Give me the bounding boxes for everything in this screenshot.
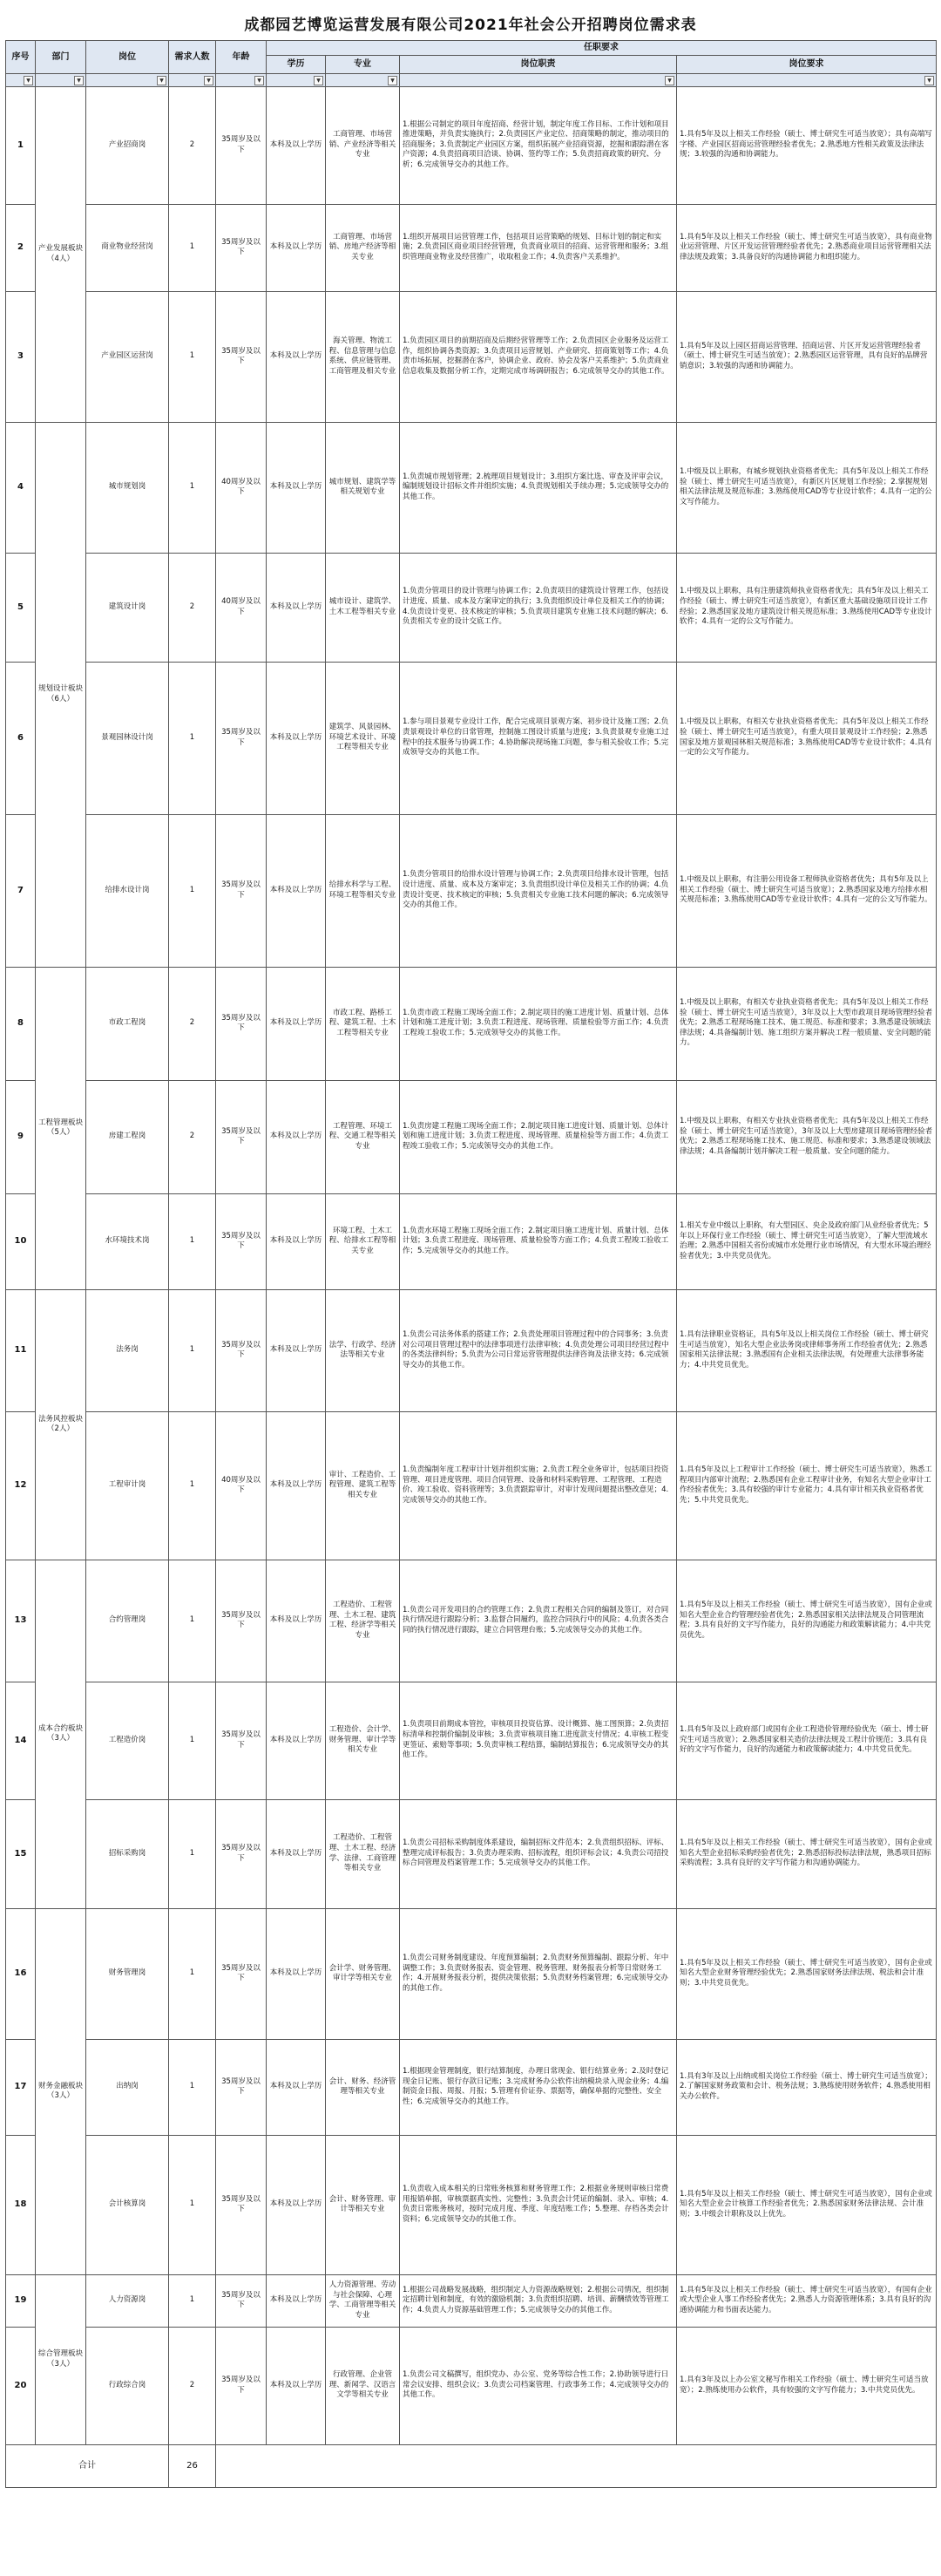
- row-count: 1: [169, 1193, 216, 1289]
- header-education: 学历: [267, 55, 326, 73]
- row-education: 本科及以上学历: [267, 291, 326, 422]
- row-requirements: 1.具有3年及以上办公室文秘写作相关工作经验（硕士、博士研究生可适当放宽）；2.熟练使用办公软件，具有较强的文字写作能力；3.中共党员优先。: [677, 2327, 937, 2444]
- row-education: 本科及以上学历: [267, 662, 326, 814]
- row-count: 1: [169, 291, 216, 422]
- row-duties: 1.负责编制年度工程审计计划并组织实施；2.负责工程全业务审计，包括项目投资管理、项目进度管理、项目合同管理、设备和材料采购管理、工程管理、工程造价、竣工验收、资料管理等；3.负责跟踪审计，对审计发现问题提出整改意见；4.完成领导交办的其他工作。: [400, 1411, 677, 1560]
- row-requirements: 1.具有5年及以上相关工作经验（硕士、博士研究生可适当放宽）；具有高端写字楼、产业园区招商运营管理经验者优先；2.熟悉地方性相关政策及法律法规；3.较强的沟通和协调能力。: [677, 86, 937, 204]
- row-major: 人力资源管理、劳动与社会保障、心理学、工商管理等相关专业: [326, 2274, 400, 2327]
- filter-count-dropdown-arrow-icon[interactable]: ▼: [204, 76, 213, 85]
- row-requirements: 1.具有5年及以上相关工作经验（硕士、博士研究生可适当放宽），有国有企业或大型企业人事工作经验者优先；2.熟悉人力资源管理体系；3.具有良好的沟通协调能力和书面表达能力。: [677, 2274, 937, 2327]
- row-requirements: 1.中级及以上职称，有注册公用设备工程师执业资格者优先；具有5年及以上相关工作经验（硕士、博士研究生可适当放宽）；2.熟悉国家及地方给排水相关规范标准；3.熟练使用CAD等专业设计软件；4.具有一定的公文写作能力。: [677, 814, 937, 967]
- row-requirements: 1.具有5年及以上相关工作经验（硕士、博士研究生可适当放宽），具有商业物业运营管理、片区开发运营管理经验者优先；2.熟悉商业项目运营管理相关法律法规及政策；3.具备良好的沟通协调能力和组织能力。: [677, 204, 937, 291]
- row-age: 35周岁及以下: [216, 2135, 267, 2274]
- table-row: [6, 662, 937, 814]
- row-major: 工程管理、环境工程、交通工程等相关专业: [326, 1080, 400, 1193]
- table-row: [6, 86, 937, 204]
- row-requirements: 1.具有5年及以上政府部门或国有企业工程造价管理经验优先（硕士、博士研究生可适当放宽）；2.熟悉国家相关造价法律法规及工程计价规范；3.具有良好的文字写作能力，良好的沟通能力和政策解读能力；4.中共党员优先。: [677, 1682, 937, 1799]
- row-major: 工程造价、会计学、财务管理、审计学等相关专业: [326, 1682, 400, 1799]
- department-cell: 产业发展板块（4人）: [36, 86, 86, 422]
- row-major: 法学、行政学、经济法等相关专业: [326, 1289, 400, 1411]
- row-age: 35周岁及以下: [216, 2327, 267, 2444]
- row-duties: 1.负责公司招标采购制度体系建设，编制招标文件范本；2.负责组织招标、评标、整理完成评标报告；3.负责办理采购、招标流程，组织评标会议；4.负责公司招投标合同管理及档案管理工作；5.完成领导交办的其他工作。: [400, 1799, 677, 1908]
- row-position: 市政工程岗: [86, 967, 169, 1080]
- row-education: 本科及以上学历: [267, 1411, 326, 1560]
- row-education: 本科及以上学历: [267, 1080, 326, 1193]
- row-requirements: 1.具有法律职业资格证，具有5年及以上相关岗位工作经验（硕士、博士研究生可适当放宽），知名大型企业法务岗或律师事务所工作经验者优先；2.熟悉国家相关法律法规；3.熟悉国有企业相关法律法规，有处理重大法律事务能力；4.中共党员优先。: [677, 1289, 937, 1411]
- row-position: 产业园区运营岗: [86, 291, 169, 422]
- row-seq: 19: [6, 2274, 36, 2327]
- row-age: 35周岁及以下: [216, 204, 267, 291]
- row-seq: 11: [6, 1289, 36, 1411]
- table-row: [6, 1799, 937, 1908]
- row-seq: 5: [6, 553, 36, 662]
- row-age: 35周岁及以下: [216, 2274, 267, 2327]
- table-row: [6, 2135, 937, 2274]
- row-education: 本科及以上学历: [267, 2327, 326, 2444]
- row-age: 35周岁及以下: [216, 2039, 267, 2135]
- row-education: 本科及以上学历: [267, 2039, 326, 2135]
- table-row: [6, 967, 937, 1080]
- row-position: 商业物业经营岗: [86, 204, 169, 291]
- row-age: 40周岁及以下: [216, 1411, 267, 1560]
- row-position: 产业招商岗: [86, 86, 169, 204]
- row-position: 景观园林设计岗: [86, 662, 169, 814]
- row-major: 工程造价、工程管理、土木工程、经济学、法律、工商管理等相关专业: [326, 1799, 400, 1908]
- row-duties: 1.负责市政工程施工现场全面工作；2.制定项目的施工进度计划、质量计划、总体计划和施工进度计划；3.负责工程进度、现场管理、质量检验等方面工作；4.负责工程竣工验收工作；5.完成领导交办的其他工作。: [400, 967, 677, 1080]
- row-duties: 1.根据公司制定的项目年度招商、经营计划，制定年度工作目标、工作计划和项目推进策略，并负责实施执行；2.负责园区产业定位、招商策略的制定，推动项目的招商服务；3.负责制定产业园区方案，组织拓展产业招商资源，挖掘和跟踪潜在客户资源；4.负责招商项目洽谈、协调、签约等工作；5.负责招商政策的研究、分析；6.完成领导交办的其他工作。: [400, 86, 677, 204]
- row-age: 35周岁及以下: [216, 1799, 267, 1908]
- table-row: [6, 204, 937, 291]
- row-seq: 12: [6, 1411, 36, 1560]
- row-seq: 17: [6, 2039, 36, 2135]
- filter-dept-dropdown-arrow-icon[interactable]: ▼: [74, 76, 84, 85]
- row-position: 财务管理岗: [86, 1908, 169, 2039]
- filter-row: [6, 73, 937, 86]
- row-seq: 2: [6, 204, 36, 291]
- row-count: 1: [169, 2039, 216, 2135]
- row-major: 行政管理、企业管理、新闻学、汉语言文学等相关专业: [326, 2327, 400, 2444]
- row-count: 1: [169, 1289, 216, 1411]
- row-requirements: 1.中级及以上职称，有相关专业执业资格者优先；具有5年及以上相关工作经验（硕士、博士研究生可适当放宽），3年及以上大型市政项目现场管理经验者优先；2.熟悉工程现场施工技术、施工规范、标准和要求；3.熟悉建设领域法律法规；4.具备编制计划、施工组织方案并解决工程一般质量、安全问题的能力。: [677, 967, 937, 1080]
- row-duties: 1.负责园区项目的前期招商及后期经营管理等工作；2.负责园区企业服务及运营工作，组织协调各类资源；3.负责项目运营规划、产业研究、招商策划等工作；4.负责市场拓展，挖掘潜在客户，协调企业、政府、协会及客户关系维护；5.负责商业信息收集及数据分析工作，定期完成市场调研报告；6.完成领导交办的其他工作。: [400, 291, 677, 422]
- department-cell: 财务金融板块（3人）: [36, 1908, 86, 2274]
- row-seq: 20: [6, 2327, 36, 2444]
- row-count: 1: [169, 1560, 216, 1682]
- row-seq: 15: [6, 1799, 36, 1908]
- table-row: [6, 1560, 937, 1682]
- table-row: [6, 422, 937, 553]
- row-duties: 1.负责公司法务体系的搭建工作；2.负责处理项目管理过程中的合同事务；3.负责对公司项目管理过程中的法律事项进行法律审核；4.负责处理公司项目经营过程中的各类法律纠纷；5.负责为公司日常运营管理提供法律咨询及法律支持；6.完成领导交办的其他工作。: [400, 1289, 677, 1411]
- header-age: 年龄: [216, 41, 267, 74]
- department-cell: 规划设计板块（6人）: [36, 422, 86, 967]
- row-requirements: 1.具有3年及以上出纳或相关岗位工作经验（硕士、博士研究生可适当放宽）；2.了解国家财务政策和会计、税务法规；3.熟练使用财务软件；4.熟悉使用相关办公软件。: [677, 2039, 937, 2135]
- row-position: 人力资源岗: [86, 2274, 169, 2327]
- header-major: 专业: [326, 55, 400, 73]
- row-age: 35周岁及以下: [216, 1908, 267, 2039]
- row-position: 建筑设计岗: [86, 553, 169, 662]
- table-row: [6, 2274, 937, 2327]
- row-education: 本科及以上学历: [267, 1289, 326, 1411]
- row-position: 合约管理岗: [86, 1560, 169, 1682]
- header-duties: 岗位职责: [400, 55, 677, 73]
- row-count: 1: [169, 662, 216, 814]
- row-duties: 1.负责公司财务制度建设、年度预算编制；2.负责财务预算编制、跟踪分析、年中调整工作；3.负责财务报表、资金管理、税务管理、财务报表分析等日常财务工作；4.开展财务报表分析，提供决策依据；5.负责财务档案管理；6.完成领导交办的其他工作。: [400, 1908, 677, 2039]
- row-count: 2: [169, 1080, 216, 1193]
- row-major: 会计、财务、经济管理等相关专业: [326, 2039, 400, 2135]
- row-count: 1: [169, 204, 216, 291]
- row-count: 1: [169, 422, 216, 553]
- row-requirements: 1.具有5年及以上相关工作经验（硕士、博士研究生可适当放宽），国有企业或知名大型企业招标采购经验者优先；2.熟悉招标投标法律法规，熟悉项目招标采购流程；3.具有良好的文字写作能力和沟通协调能力。: [677, 1799, 937, 1908]
- row-requirements: 1.中级及以上职称，有城乡规划执业资格者优先；具有5年及以上相关工作经验（硕士、博士研究生可适当放宽），有新区片区规划工作经验；2.掌握规划相关法律法规及规范标准；3.熟练使用CAD等专业设计软件；4.具有一定的公文写作能力。: [677, 422, 937, 553]
- row-requirements: 1.中级及以上职称，有相关专业执业资格者优先；具有5年及以上相关工作经验（硕士、博士研究生可适当放宽），有重大项目景观设计工作经验；2.熟悉国家及地方景观园林相关规范标准；3.熟练使用CAD等专业设计软件；4.具有一定的公文写作能力。: [677, 662, 937, 814]
- row-duties: 1.组织开展项目运营管理工作，包括项目运营策略的规划、目标计划的制定和实施；2.负责园区商业项目经营管理，负责商业项目的招商、运营管理和服务；3.组织管理商业物业及经营推广，收取租金工作；4.负责客户关系维护。: [400, 204, 677, 291]
- row-education: 本科及以上学历: [267, 814, 326, 967]
- row-position: 出纳岗: [86, 2039, 169, 2135]
- row-major: 建筑学、风景园林、环境艺术设计、环境工程等相关专业: [326, 662, 400, 814]
- row-duties: 1.负责水环境工程施工现场全面工作；2.制定项目施工进度计划、质量计划、总体计划；3.负责工程进度、现场管理、质量检验等方面工作；4.负责工程竣工验收工作；5.完成领导交办的其他工作。: [400, 1193, 677, 1289]
- row-education: 本科及以上学历: [267, 86, 326, 204]
- row-count: 1: [169, 1682, 216, 1799]
- row-requirements: 1.具有5年及以上相关工作经验（硕士、博士研究生可适当放宽），国有企业或知名大型企业会计核算工作经验者优先；2.熟悉国家财务法律法规、会计准则；3.中级会计职称及以上优先。: [677, 2135, 937, 2274]
- row-duties: 1.负责城市规划管理；2.梳理项目规划设计；3.组织方案比选、审查及评审会议，编制规划设计招标文件并组织实施；4.负责规划相关手续办理；5.完成领导交办的其他工作。: [400, 422, 677, 553]
- total-value: 26: [169, 2444, 216, 2487]
- row-major: 城市规划、建筑学等相关规划专业: [326, 422, 400, 553]
- row-duties: 1.参与项目景观专业设计工作，配合完成项目景观方案、初步设计及施工图；2.负责景观设计单位的日常管理，控制施工图设计质量与进度；3.负责景观专业施工过程中的技术服务与协调工作；4.协助解决现场施工问题，参与相关验收工作；5.完成领导交办的其他工作。: [400, 662, 677, 814]
- row-major: 工程造价、工程管理、土木工程、建筑工程、经济学等相关专业: [326, 1560, 400, 1682]
- row-count: 2: [169, 2327, 216, 2444]
- row-duties: 1.负责分管项目的给排水设计管理与协调工作；2.负责项目给排水设计管理，包括设计进度、质量、成本及方案审定；3.负责组织设计单位及相关工作的协调；4.负责设计变更、技术核定的审核；5.负责相关专业施工技术问题的解决；6.完成领导交办的其他工作。: [400, 814, 677, 967]
- table-row: [6, 2039, 937, 2135]
- filter-education-dropdown-arrow-icon[interactable]: ▼: [314, 76, 323, 85]
- row-seq: 9: [6, 1080, 36, 1193]
- row-requirements: 1.相关专业中级以上职称，有大型园区、央企及政府部门从业经验者优先；5年以上环保行业工作经验（硕士、博士研究生可适当放宽），了解大型流域水治理；2.熟悉中国相关省份或城市水处理行业市场情况，有大型水环境治理经验者优先；3.中共党员优先。: [677, 1193, 937, 1289]
- row-education: 本科及以上学历: [267, 2135, 326, 2274]
- row-duties: 1.负责公司开发项目的合约管理工作；2.负责工程相关合同的编制及签订，对合同执行情况进行跟踪分析；3.监督合同履约，监控合同执行中的风险；4.负责各类合同的执行情况进行跟踪，建立合同管理台账；5.完成领导交办的其他工作。: [400, 1560, 677, 1682]
- row-seq: 18: [6, 2135, 36, 2274]
- header-requirements: 岗位要求: [677, 55, 937, 73]
- row-age: 35周岁及以下: [216, 814, 267, 967]
- row-duties: 1.负责分管项目的设计管理与协调工作；2.负责项目的建筑设计管理工作，包括设计进度、质量、成本及方案审定的执行；3.负责组织设计单位及相关工作的协调；4.负责设计变更、技术核定的审核；5.负责项目建筑专业施工技术问题的解决；6.负责相关专业的设计交底工作。: [400, 553, 677, 662]
- row-age: 35周岁及以下: [216, 1289, 267, 1411]
- row-education: 本科及以上学历: [267, 1560, 326, 1682]
- row-duties: 1.根据公司战略发展战略，组织制定人力资源战略规划；2.根据公司情况，组织制定招聘计划和制度，有效的激励机制；3.负责组织招聘、培训、薪酬绩效等管理工作；4.负责人力资源基础管理工作；5.完成领导交办的其他工作。: [400, 2274, 677, 2327]
- row-duties: 1.负责房建工程施工现场全面工作；2.制定项目施工进度计划、质量计划、总体计划和施工进度计划；3.负责工程进度、现场管理、质量检验等方面工作；4.负责工程竣工验收工作；5.完成领导交办的其他工作。: [400, 1080, 677, 1193]
- filter-duties-dropdown-arrow-icon[interactable]: ▼: [665, 76, 674, 85]
- table-row: [6, 1080, 937, 1193]
- row-major: 审计、工程造价、工程管理、建筑工程等相关专业: [326, 1411, 400, 1560]
- department-cell: 工程管理板块（5人）: [36, 967, 86, 1289]
- row-major: 城市设计、建筑学、土木工程等相关专业: [326, 553, 400, 662]
- row-count: 1: [169, 814, 216, 967]
- table-row: [6, 1908, 937, 2039]
- row-age: 35周岁及以下: [216, 967, 267, 1080]
- row-seq: 1: [6, 86, 36, 204]
- filter-position-dropdown-arrow-icon[interactable]: ▼: [157, 76, 166, 85]
- header-seq: 序号: [6, 41, 36, 74]
- table-row: [6, 291, 937, 422]
- department-cell: 法务风控板块（2人）: [36, 1289, 86, 1560]
- row-major: 给排水科学与工程、环境工程等相关专业: [326, 814, 400, 967]
- recruitment-table: [5, 40, 937, 2488]
- row-age: 35周岁及以下: [216, 86, 267, 204]
- page-title: 成都园艺博览运营发展有限公司2021年社会公开招聘岗位需求表: [244, 17, 697, 34]
- table-row: [6, 553, 937, 662]
- row-requirements: 1.具有5年及以上工程审计工作经验（硕士、博士研究生可适当放宽），熟悉工程项目内部审计流程；2.熟悉国有企业工程审计业务，有知名大型企业审计工作经验者优先；3.具有较强的审计专业能力；4.具有审计相关执业资格者优先；5.中共党员优先。: [677, 1411, 937, 1560]
- row-duties: 1.负责收入成本相关的日常账务核算和财务管理工作；2.根据业务规则审核日常费用报销单据，审核票据真实性、完整性；3.负责会计凭证的编制、录入、审核；4.负责日常账务核对，按时完成月度、季度、年度结账工作；5.整理、存档各类会计资料；6.完成领导交办的其他工作。: [400, 2135, 677, 2274]
- row-count: 1: [169, 1411, 216, 1560]
- table-row: [6, 1682, 937, 1799]
- row-count: 1: [169, 2135, 216, 2274]
- row-major: 海关管理、物流工程、信息管理与信息系统、供应链管理、工商管理及相关专业: [326, 291, 400, 422]
- filter-seq-dropdown-arrow-icon[interactable]: ▼: [24, 76, 33, 85]
- row-requirements: 1.具有5年及以上园区招商运营管理、招商运营、片区开发运营管理经验者（硕士、博士研究生可适当放宽）；2.熟悉园区运营管理，具有良好的品牌营销意识；3.较强的沟通和协调能力。: [677, 291, 937, 422]
- row-duties: 1.负责项目前期成本管控，审核项目投资估算、设计概算、施工图预算；2.负责招标清单和控制价编制及审核；3.负责审核项目施工进度款支付情况；4.审核工程变更签证、索赔等事项；5.负责审核工程结算，编制结算报告；6.完成领导交办的其他工作。: [400, 1682, 677, 1799]
- row-duties: 1.根据现金管理制度，银行结算制度，办理日常现金、银行结算业务；2.及时登记现金日记账、银行存款日记账；3.完成财务办公软件出纳模块录入现金业务；4.编制资金日报、周报、月报；5.管理有价证券、票据等，确保单据的完整性、安全性；6.完成领导交办的其他工作。: [400, 2039, 677, 2135]
- row-position: 给排水设计岗: [86, 814, 169, 967]
- row-position: 行政综合岗: [86, 2327, 169, 2444]
- row-seq: 7: [6, 814, 36, 967]
- row-seq: 14: [6, 1682, 36, 1799]
- row-age: 35周岁及以下: [216, 1193, 267, 1289]
- row-education: 本科及以上学历: [267, 2274, 326, 2327]
- row-age: 35周岁及以下: [216, 291, 267, 422]
- row-requirements: 1.中级及以上职称，具有注册建筑师执业资格者优先；具有5年及以上相关工作经验（硕士、博士研究生可适当放宽），有新区重大基础设施项目设计工作经验；2.熟悉国家及地方建筑设计相关规范标准；3.熟练使用CAD等专业设计软件；4.具有一定的公文写作能力。: [677, 553, 937, 662]
- row-seq: 8: [6, 967, 36, 1080]
- row-count: 2: [169, 967, 216, 1080]
- header-position: 岗位: [86, 41, 169, 74]
- filter-requirements-dropdown-arrow-icon[interactable]: ▼: [924, 76, 934, 85]
- row-education: 本科及以上学历: [267, 204, 326, 291]
- filter-major-dropdown-arrow-icon[interactable]: ▼: [388, 76, 397, 85]
- row-position: 房建工程岗: [86, 1080, 169, 1193]
- row-age: 35周岁及以下: [216, 1080, 267, 1193]
- row-education: 本科及以上学历: [267, 967, 326, 1080]
- header-row: [6, 41, 937, 56]
- row-count: 2: [169, 553, 216, 662]
- table-row: [6, 814, 937, 967]
- row-education: 本科及以上学历: [267, 422, 326, 553]
- row-education: 本科及以上学历: [267, 1908, 326, 2039]
- row-major: 会计、财务管理、审计等相关专业: [326, 2135, 400, 2274]
- row-age: 40周岁及以下: [216, 422, 267, 553]
- row-major: 工商管理、市场营销、产业经济等相关专业: [326, 86, 400, 204]
- department-cell: 综合管理板块（3人）: [36, 2274, 86, 2444]
- row-age: 35周岁及以下: [216, 662, 267, 814]
- row-education: 本科及以上学历: [267, 1193, 326, 1289]
- row-seq: 10: [6, 1193, 36, 1289]
- row-age: 35周岁及以下: [216, 1682, 267, 1799]
- row-seq: 3: [6, 291, 36, 422]
- row-age: 40周岁及以下: [216, 553, 267, 662]
- row-seq: 4: [6, 422, 36, 553]
- row-position: 城市规划岗: [86, 422, 169, 553]
- row-duties: 1.负责公司文稿撰写，组织党办、办公室、党务等综合性工作；2.协助领导进行日常会议安排、组织会议；3.负责公司档案管理、行政事务工作；4.完成领导交办的其他工作。: [400, 2327, 677, 2444]
- row-requirements: 1.中级及以上职称，有相关专业执业资格者优先；具有5年及以上相关工作经验（硕士、博士研究生可适当放宽），3年及以上大型房建项目现场管理经验者优先；2.熟悉工程现场施工技术、施工规范、标准和要求；3.熟悉建设领域法律法规；4.具备编制计划并解决工程一般质量、安全问题的能力。: [677, 1080, 937, 1193]
- row-age: 35周岁及以下: [216, 1560, 267, 1682]
- row-count: 2: [169, 86, 216, 204]
- row-position: 法务岗: [86, 1289, 169, 1411]
- row-major: 环境工程、土木工程、给排水工程等相关专业: [326, 1193, 400, 1289]
- total-row: [6, 2444, 937, 2487]
- table-row: [6, 1289, 937, 1411]
- row-seq: 6: [6, 662, 36, 814]
- table-row: [6, 1411, 937, 1560]
- row-requirements: 1.具有5年及以上相关工作经验（硕士、博士研究生可适当放宽），国有企业或知名大型企业合约管理经验者优先；2.熟悉国家相关法律法规及合同管理流程；3.具有良好的文字写作能力，良好的沟通能力和政策解读能力；4.中共党员优先。: [677, 1560, 937, 1682]
- filter-age-dropdown-arrow-icon[interactable]: ▼: [254, 76, 264, 85]
- department-cell: 成本合约板块（3人）: [36, 1560, 86, 1908]
- row-requirements: 1.具有5年及以上相关工作经验（硕士、博士研究生可适当放宽），国有企业或知名大型企业财务管理经验优先；2.熟悉国家财务法律法规、税法和会计准则；3.中共党员优先。: [677, 1908, 937, 2039]
- row-education: 本科及以上学历: [267, 1682, 326, 1799]
- row-major: 市政工程、路桥工程、建筑工程、土木工程等相关专业: [326, 967, 400, 1080]
- header-qualification: 任职要求: [267, 41, 937, 56]
- row-major: 会计学、财务管理、审计学等相关专业: [326, 1908, 400, 2039]
- row-education: 本科及以上学历: [267, 1799, 326, 1908]
- row-major: 工商管理、市场营销、房地产经济等相关专业: [326, 204, 400, 291]
- row-seq: 13: [6, 1560, 36, 1682]
- row-count: 1: [169, 1799, 216, 1908]
- row-count: 1: [169, 1908, 216, 2039]
- row-position: 工程造价岗: [86, 1682, 169, 1799]
- total-label: 合计: [6, 2444, 169, 2487]
- table-row: [6, 1193, 937, 1289]
- table-row: [6, 2327, 937, 2444]
- row-position: 工程审计岗: [86, 1411, 169, 1560]
- header-dept: 部门: [36, 41, 86, 74]
- row-education: 本科及以上学历: [267, 553, 326, 662]
- row-position: 水环境技术岗: [86, 1193, 169, 1289]
- row-position: 招标采购岗: [86, 1799, 169, 1908]
- row-seq: 16: [6, 1908, 36, 2039]
- row-count: 1: [169, 2274, 216, 2327]
- row-position: 会计核算岗: [86, 2135, 169, 2274]
- header-count: 需求人数: [169, 41, 216, 74]
